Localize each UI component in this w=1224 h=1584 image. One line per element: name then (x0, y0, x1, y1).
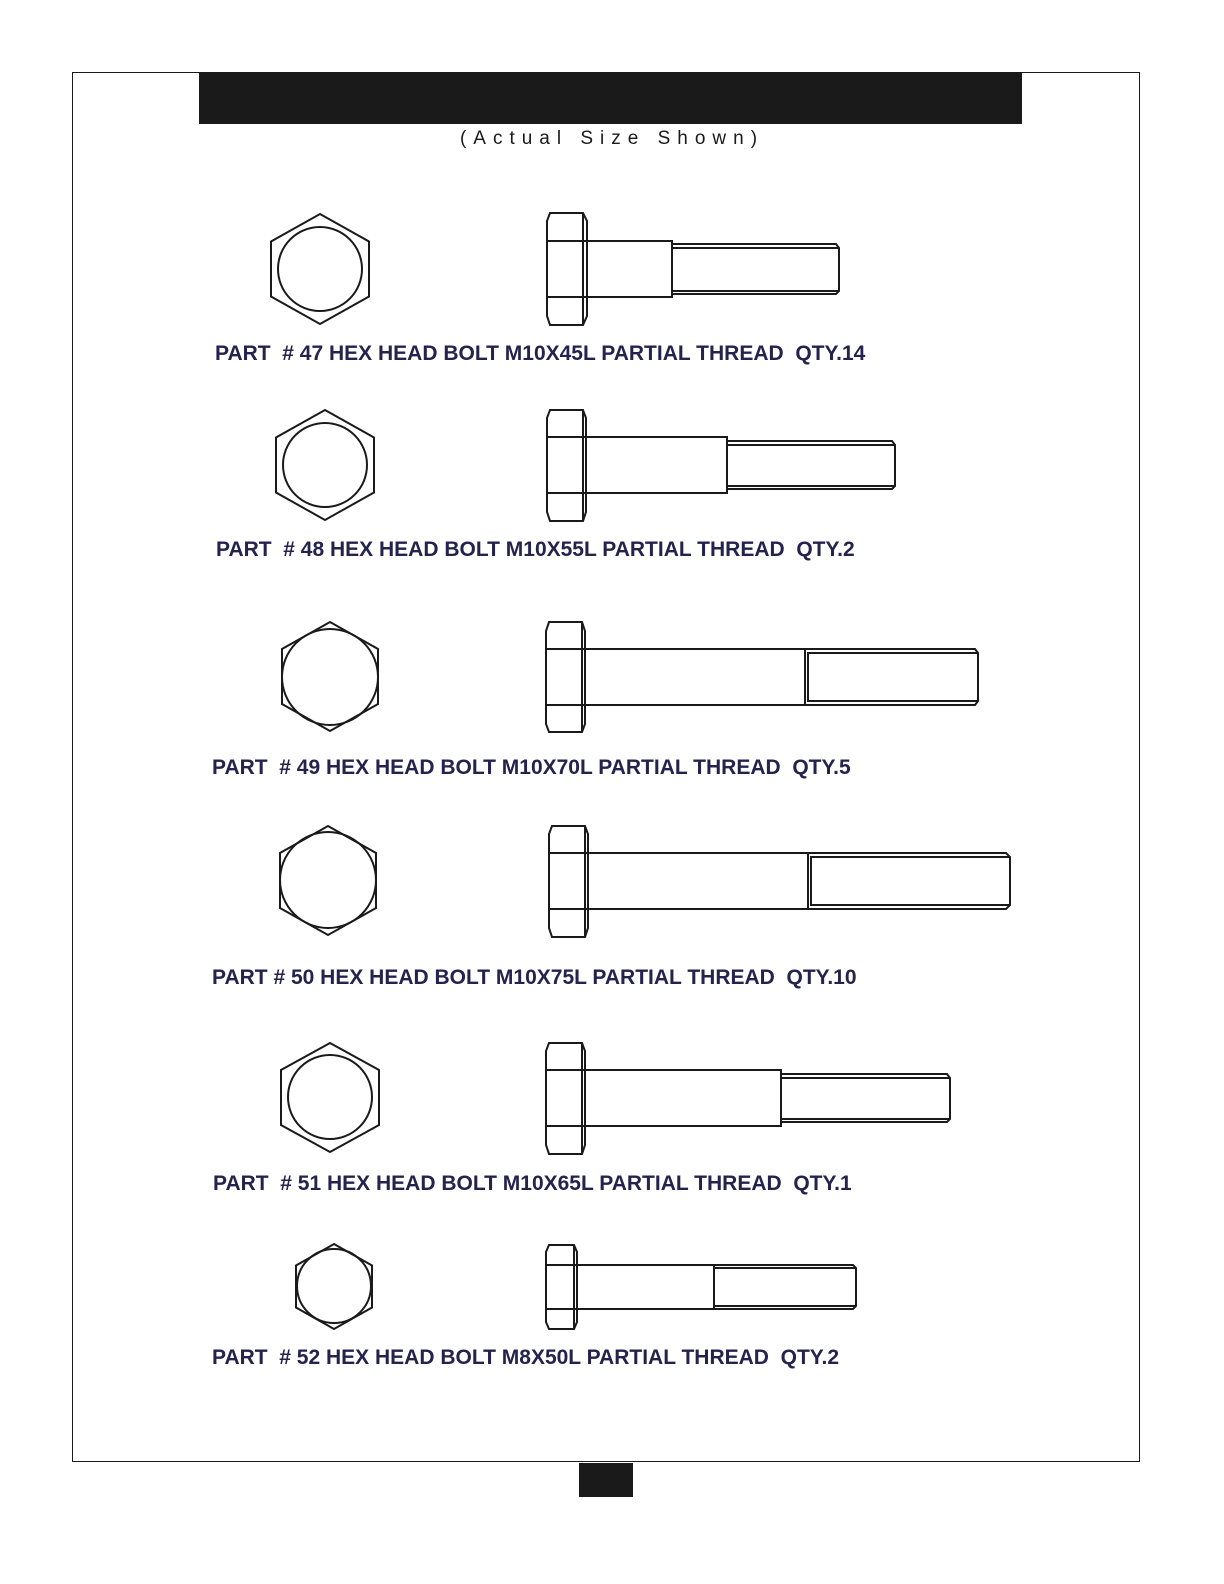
bolt-50-hex-head-end-view (280, 826, 376, 935)
bolt-50-thread (808, 853, 1010, 909)
bolt-50-head-side (549, 826, 588, 937)
page-number-tab (579, 1463, 633, 1497)
bolt-49-head-side (546, 622, 585, 732)
part-52-label: PART # 52 HEX HEAD BOLT M8X50L PARTIAL THREAD QTY.2 (212, 1346, 839, 1369)
bolt-49-drawing (282, 622, 978, 732)
bolt-51-hex-head-end-view (281, 1043, 379, 1152)
bolt-47-thread (672, 244, 839, 294)
bolt-49-washer-face (282, 629, 378, 725)
bolt-50-drawing (280, 826, 1010, 937)
bolt-48-washer-face (283, 423, 367, 507)
bolt-50-shank (588, 853, 808, 909)
bolt-48-shank (586, 437, 727, 493)
bolt-51-washer-face (288, 1055, 372, 1139)
bolt-51-shank (585, 1070, 781, 1126)
bolt-47-shank (587, 241, 672, 297)
bolt-49-shank (585, 649, 805, 705)
part-48-label: PART # 48 HEX HEAD BOLT M10X55L PARTIAL THREAD QTY.2 (216, 538, 855, 561)
bolt-52-shank (577, 1265, 714, 1309)
bolt-47-head-side (547, 213, 587, 325)
part-50-label: PART # 50 HEX HEAD BOLT M10X75L PARTIAL THREAD QTY.10 (212, 966, 857, 989)
bolt-52-drawing (296, 1244, 856, 1329)
bolt-48-hex-head-end-view (276, 410, 374, 520)
part-51-label: PART # 51 HEX HEAD BOLT M10X65L PARTIAL THREAD QTY.1 (213, 1172, 852, 1195)
bolt-48-head-side (547, 410, 586, 521)
part-47-label: PART # 47 HEX HEAD BOLT M10X45L PARTIAL THREAD QTY.14 (215, 342, 866, 365)
bolt-51-thread (781, 1074, 950, 1122)
part-49-label: PART # 49 HEX HEAD BOLT M10X70L PARTIAL THREAD QTY.5 (212, 756, 851, 779)
page-subtitle: (Actual Size Shown) (459, 128, 765, 149)
bolt-48-drawing (276, 410, 895, 521)
bolt-50-washer-face (280, 832, 376, 928)
bolt-47-drawing (271, 213, 839, 325)
bolt-48-thread (727, 441, 895, 489)
bolt-52-head-side (546, 1245, 577, 1329)
bolt-47-washer-face (278, 227, 362, 311)
bolt-52-hex-head-end-view (296, 1244, 372, 1329)
bolt-52-washer-face (297, 1249, 371, 1323)
bolt-51-head-side (546, 1043, 585, 1154)
bolt-51-drawing (281, 1043, 950, 1154)
bolt-47-hex-head-end-view (271, 214, 369, 324)
bolt-49-hex-head-end-view (282, 622, 378, 731)
bolt-52-thread (714, 1265, 856, 1309)
bolt-49-thread (805, 649, 978, 705)
